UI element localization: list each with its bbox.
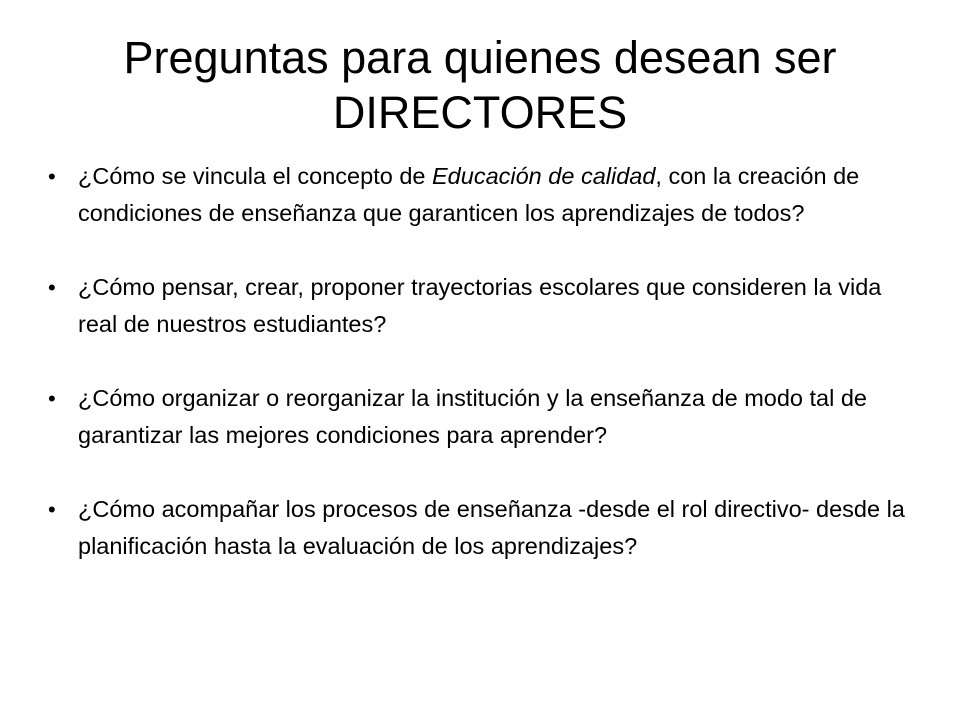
slide-title: [40, 30, 920, 140]
bullet-item-4: [48, 491, 918, 565]
bullet-list: [48, 158, 918, 565]
bullet-text-after: , con la creación de condiciones de enseñanza que garanticen los aprendizajes de todos?: [78, 163, 860, 226]
bullet-dot-icon: •: [48, 275, 56, 300]
bullet-text: ¿Cómo organizar o reorganizar la institución y la enseñanza de modo tal de garantizar las mejores condiciones para aprender?: [78, 385, 867, 448]
bullet-text: ¿Cómo acompañar los procesos de enseñanza -desde el rol directivo- desde la planificación hasta la evaluación de los aprendizajes?: [78, 496, 905, 559]
bullet-item-1: [48, 158, 918, 232]
title-line-2: DIRECTORES: [332, 87, 628, 138]
bullet-item-2: [48, 269, 918, 343]
bullet-dot-icon: •: [48, 386, 56, 411]
bullet-text-before: ¿Cómo se vincula el concepto de: [78, 163, 432, 189]
bullet-text: ¿Cómo pensar, crear, proponer trayectorias escolares que consideren la vida real de nuestros estudiantes?: [78, 274, 882, 337]
bullet-dot-icon: •: [48, 497, 56, 522]
bullet-item-3: [48, 380, 918, 454]
bullet-text-italic: Educación de calidad: [432, 163, 656, 189]
title-line-1: Preguntas para quienes desean ser: [123, 32, 837, 83]
bullet-dot-icon: •: [48, 164, 56, 189]
